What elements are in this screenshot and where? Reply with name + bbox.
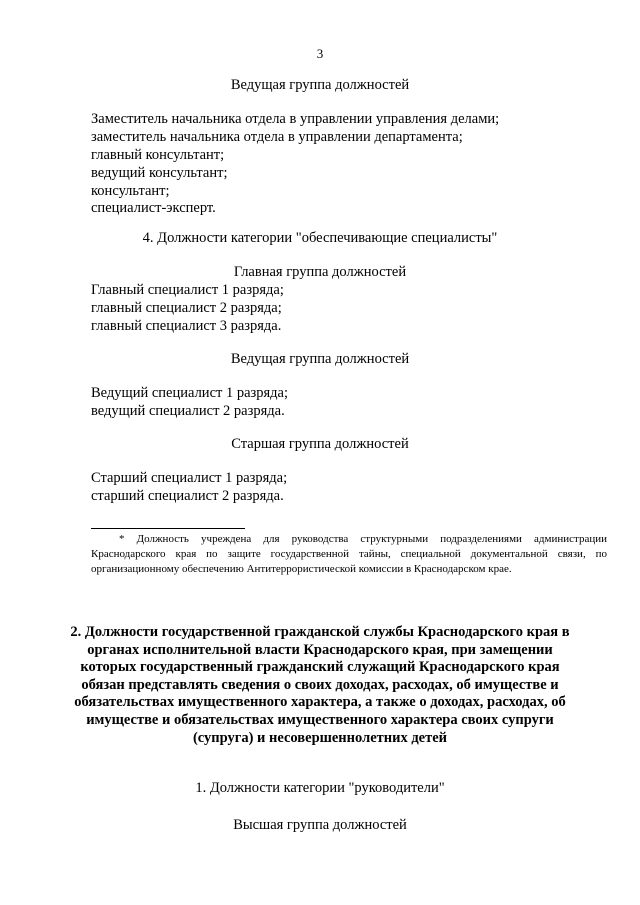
position-line: Ведущий специалист 1 разряда; — [91, 385, 289, 401]
position-line: Заместитель начальника отдела в управлении управления делами; — [91, 111, 500, 127]
position-line: ведущий специалист 2 разряда. — [91, 403, 285, 419]
lead-group-heading: Ведущая группа должностей — [230, 351, 410, 367]
position-line: заместитель начальника отдела в управлении департамента; — [91, 129, 463, 145]
category-1-heading: 1. Должности категории "руководители" — [195, 780, 445, 796]
lead-group-heading: Ведущая группа должностей — [230, 77, 410, 93]
footnote-divider — [91, 528, 245, 529]
position-line: главный специалист 2 разряда; — [91, 300, 282, 316]
senior-group-heading: Старшая группа должностей — [231, 436, 409, 452]
page-number: 3 — [316, 46, 324, 61]
main-group-heading: Главная группа должностей — [233, 264, 407, 280]
category-4-heading: 4. Должности категории "обеспечивающие специалисты" — [142, 230, 498, 246]
highest-group-heading: Высшая группа должностей — [233, 817, 407, 833]
position-line: Старший специалист 1 разряда; — [91, 470, 288, 486]
position-line: ведущий консультант; — [91, 165, 228, 181]
position-line: старший специалист 2 разряда. — [91, 488, 284, 504]
position-line: главный специалист 3 разряда. — [91, 318, 282, 334]
footnote-marker: * — [119, 533, 125, 545]
footnote — [91, 532, 607, 577]
position-line: главный консультант; — [91, 147, 225, 163]
position-line: консультант; — [91, 183, 170, 199]
section-2-title: 2. Должности государственной гражданской службы Краснодарского края в органах исполнительной власти Краснодарского края, при замещении которых государственный гражданский служащий Краснодарского края обязан представлять сведения о своих доходах, расходах, об имуществе и обязательствах имущественного характера, а также о доходах, расходах, об имуществе и обязательствах имущественного характера своих супруги (супруга) и несовершеннолетних детей — [70, 624, 570, 746]
position-line: Главный специалист 1 разряда; — [91, 282, 284, 298]
position-line: специалист-эксперт. — [91, 200, 216, 216]
footnote-text: Должность учреждена для руководства структурными подразделениями администрации Краснодарского края по защите государственной тайны, специальной документальной связи, по организационному обеспечению Антитеррористической комиссии в Краснодарском крае. — [91, 533, 607, 575]
